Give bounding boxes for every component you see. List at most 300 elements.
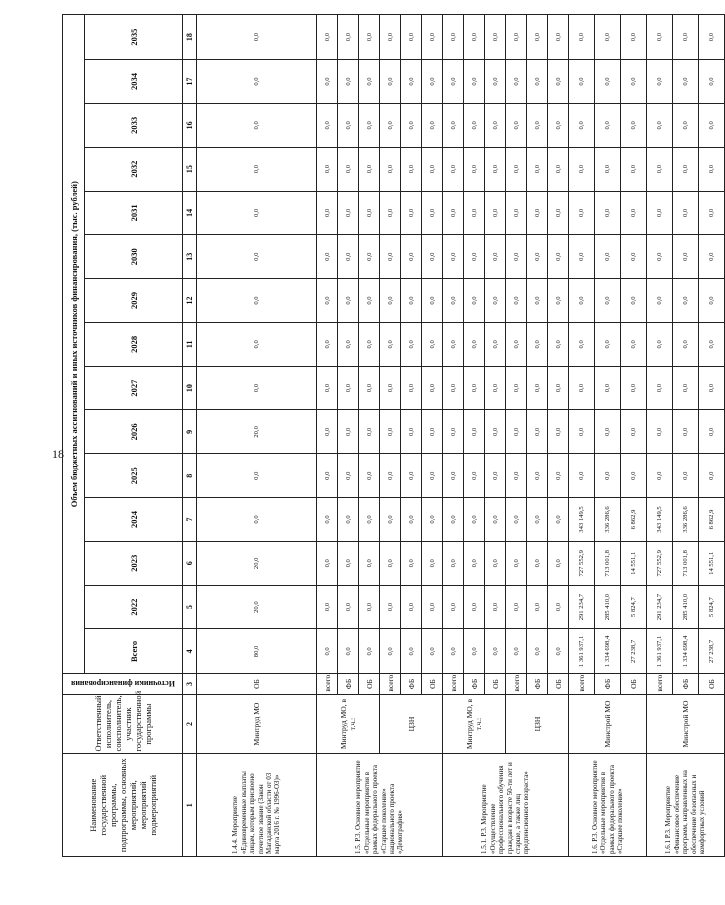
value-year: 0,0 [422,410,443,454]
value-year: 0,0 [595,279,621,323]
header-year: 2033 [85,103,183,147]
value-year: 0,0 [359,498,380,542]
header-year: 2027 [85,366,183,410]
value-year: 0,0 [506,235,527,279]
financing-source: ФБ [673,674,699,694]
value-total: 27 238,7 [621,629,647,674]
value-year: 0,0 [506,279,527,323]
value-year: 0,0 [673,235,699,279]
value-year: 0,0 [506,191,527,235]
financing-source: всего: [569,674,595,694]
value-year: 0,0 [506,585,527,629]
value-total: 0,0 [401,629,422,674]
header-source-cell [63,674,183,694]
value-year: 0,0 [197,191,317,235]
header-year: 2028 [85,322,183,366]
value-year: 0,0 [699,235,725,279]
value-year: 0,0 [401,366,422,410]
value-year: 336 286,6 [595,498,621,542]
value-year: 0,0 [443,15,464,60]
value-year: 0,0 [548,279,569,323]
value-year: 0,0 [422,541,443,585]
responsible-executor: ЦЗН [380,694,443,754]
table-row [380,15,401,857]
financing-source: ОБ [699,674,725,694]
value-year: 0,0 [443,454,464,498]
header-year: 2031 [85,191,183,235]
value-year: 0,0 [569,454,595,498]
value-year: 0,0 [443,235,464,279]
value-year: 0,0 [401,279,422,323]
value-year: 0,0 [485,498,506,542]
value-year: 0,0 [380,103,401,147]
value-year: 0,0 [485,191,506,235]
program-name: 1.6. Р.3. Основное мероприятие «Отдельные мероприятия в рамках федерального проекта «Старшее поколение» [569,754,647,857]
value-year: 0,0 [527,585,548,629]
value-year: 0,0 [548,322,569,366]
header-volume: Объем бюджетных ассигнований и иных источников финансирования, (тыс. рублей) [63,15,85,674]
column-number: 15 [183,147,197,191]
value-year: 0,0 [443,585,464,629]
column-number: 7 [183,498,197,542]
value-year: 0,0 [506,322,527,366]
value-year: 0,0 [317,541,338,585]
value-year: 0,0 [548,191,569,235]
value-year: 0,0 [647,366,673,410]
value-year: 0,0 [359,322,380,366]
header-year: 2032 [85,147,183,191]
value-year: 6 862,9 [621,498,647,542]
value-year: 0,0 [422,15,443,60]
value-year: 0,0 [485,366,506,410]
value-year: 0,0 [673,15,699,60]
value-year: 0,0 [359,235,380,279]
column-number: 2 [183,694,197,754]
value-year: 0,0 [197,147,317,191]
value-year: 0,0 [699,147,725,191]
value-year: 0,0 [506,15,527,60]
value-year: 0,0 [548,410,569,454]
value-year: 0,0 [595,191,621,235]
value-year: 20,0 [197,541,317,585]
value-year: 0,0 [197,279,317,323]
value-total: 80,0 [197,629,317,674]
header-year: 2022 [85,585,183,629]
value-year: 0,0 [359,454,380,498]
value-year: 0,0 [197,60,317,104]
header-name: Наименование государственной программы, подпрограммы, основных мероприятий, мероприятий подмероприятий [63,754,183,857]
value-year: 0,0 [401,15,422,60]
value-year: 0,0 [548,585,569,629]
value-year: 0,0 [647,147,673,191]
value-year: 0,0 [443,103,464,147]
value-year: 0,0 [569,279,595,323]
value-year: 5 824,7 [699,585,725,629]
value-year: 0,0 [401,454,422,498]
value-year: 0,0 [548,366,569,410]
financing-source: всего: [506,674,527,694]
financing-source: ОБ [621,674,647,694]
value-year: 0,0 [401,410,422,454]
value-year: 713 001,8 [595,541,621,585]
responsible-executor: Минстрой МО [569,694,647,754]
value-year: 0,0 [464,235,485,279]
column-number: 10 [183,366,197,410]
value-year: 0,0 [569,235,595,279]
value-year: 0,0 [338,15,359,60]
value-year: 727 552,9 [569,541,595,585]
value-year: 0,0 [527,410,548,454]
value-year: 0,0 [443,541,464,585]
header-year: 2030 [85,235,183,279]
value-year: 0,0 [673,366,699,410]
value-year: 0,0 [569,366,595,410]
value-year: 0,0 [647,322,673,366]
value-year: 0,0 [401,191,422,235]
header-source: Источники финансирования [70,679,175,689]
value-year: 0,0 [338,60,359,104]
value-year: 0,0 [595,235,621,279]
value-year: 0,0 [464,366,485,410]
value-year: 0,0 [595,15,621,60]
value-year: 0,0 [506,541,527,585]
value-year: 0,0 [401,235,422,279]
value-year: 0,0 [422,585,443,629]
value-year: 0,0 [317,191,338,235]
value-year: 0,0 [338,454,359,498]
value-year: 0,0 [338,191,359,235]
value-year: 0,0 [621,322,647,366]
value-year: 0,0 [422,191,443,235]
financing-source: всего: [317,674,338,694]
header-year: 2023 [85,541,183,585]
value-year: 0,0 [317,410,338,454]
value-year: 0,0 [548,498,569,542]
value-year: 0,0 [569,147,595,191]
value-year: 0,0 [699,279,725,323]
value-year: 0,0 [569,103,595,147]
value-year: 0,0 [317,279,338,323]
value-year: 0,0 [380,279,401,323]
value-year: 0,0 [673,147,699,191]
value-year: 0,0 [464,410,485,454]
financing-source: всего: [647,674,673,694]
value-year: 0,0 [548,103,569,147]
value-year: 0,0 [621,366,647,410]
value-year: 0,0 [380,585,401,629]
value-year: 0,0 [401,498,422,542]
value-year: 0,0 [699,454,725,498]
value-year: 0,0 [621,147,647,191]
value-year: 0,0 [485,410,506,454]
value-year: 0,0 [359,191,380,235]
table-row [647,15,673,857]
value-year: 0,0 [317,322,338,366]
value-year: 0,0 [422,322,443,366]
header-year: 2035 [85,15,183,60]
value-year: 0,0 [569,191,595,235]
value-year: 5 824,7 [621,585,647,629]
value-year: 0,0 [338,585,359,629]
value-year: 0,0 [317,498,338,542]
value-year: 0,0 [506,454,527,498]
value-year: 0,0 [443,279,464,323]
value-year: 0,0 [359,279,380,323]
value-total: 1 361 937,1 [647,629,673,674]
value-year: 0,0 [647,15,673,60]
value-year: 0,0 [338,541,359,585]
value-year: 0,0 [527,322,548,366]
value-year: 0,0 [485,279,506,323]
table-row [317,15,338,857]
value-year: 0,0 [595,147,621,191]
value-year: 713 001,8 [673,541,699,585]
value-year: 0,0 [548,15,569,60]
value-year: 0,0 [506,366,527,410]
value-year: 0,0 [197,454,317,498]
value-year: 0,0 [673,279,699,323]
value-total: 1 361 937,1 [569,629,595,674]
column-number: 12 [183,279,197,323]
column-number: 1 [183,754,197,857]
value-year: 0,0 [197,498,317,542]
value-year: 0,0 [317,585,338,629]
value-year: 0,0 [359,541,380,585]
value-year: 0,0 [647,103,673,147]
value-year: 0,0 [380,322,401,366]
value-year: 0,0 [197,366,317,410]
value-year: 0,0 [464,585,485,629]
value-year: 0,0 [548,60,569,104]
column-number: 9 [183,410,197,454]
value-year: 0,0 [673,60,699,104]
responsible-executor: Минтруд МО, в т.ч.: [317,694,380,754]
value-year: 0,0 [422,366,443,410]
value-year: 0,0 [699,60,725,104]
value-year: 0,0 [527,366,548,410]
value-year: 0,0 [317,454,338,498]
header-total: Всего [85,629,183,674]
financing-source: ОБ [485,674,506,694]
column-number-row [183,15,197,857]
value-year: 0,0 [443,60,464,104]
value-year: 0,0 [527,235,548,279]
value-year: 0,0 [359,410,380,454]
table-row [197,15,317,857]
value-year: 343 149,5 [647,498,673,542]
column-number: 16 [183,103,197,147]
value-year: 0,0 [317,147,338,191]
value-year: 0,0 [401,147,422,191]
value-year: 0,0 [401,60,422,104]
value-year: 0,0 [506,60,527,104]
value-year: 0,0 [485,147,506,191]
value-year: 0,0 [595,60,621,104]
value-year: 343 149,5 [569,498,595,542]
value-year: 0,0 [699,103,725,147]
value-year: 0,0 [485,235,506,279]
value-year: 0,0 [621,454,647,498]
value-year: 14 551,1 [621,541,647,585]
column-number: 4 [183,629,197,674]
value-year: 0,0 [338,279,359,323]
value-year: 0,0 [197,322,317,366]
financing-source: ОБ [548,674,569,694]
column-number: 14 [183,191,197,235]
value-year: 0,0 [647,60,673,104]
value-year: 0,0 [647,410,673,454]
value-year: 0,0 [380,191,401,235]
value-year: 0,0 [673,454,699,498]
value-year: 0,0 [338,103,359,147]
value-year: 0,0 [422,103,443,147]
value-year: 0,0 [443,498,464,542]
value-year: 0,0 [699,410,725,454]
value-year: 0,0 [317,366,338,410]
column-number: 18 [183,15,197,60]
value-year: 0,0 [317,60,338,104]
value-total: 0,0 [548,629,569,674]
value-year: 0,0 [464,541,485,585]
value-year: 0,0 [380,454,401,498]
value-year: 0,0 [506,103,527,147]
value-total: 0,0 [443,629,464,674]
responsible-executor: Минтруд МО, в т.ч.: [443,694,506,754]
value-year: 0,0 [699,366,725,410]
value-year: 0,0 [485,60,506,104]
value-year: 0,0 [338,498,359,542]
value-year: 0,0 [506,498,527,542]
value-year: 0,0 [317,15,338,60]
value-year: 0,0 [527,454,548,498]
value-year: 0,0 [506,147,527,191]
value-year: 0,0 [401,541,422,585]
column-number: 8 [183,454,197,498]
value-year: 0,0 [359,103,380,147]
column-number: 17 [183,60,197,104]
value-year: 0,0 [422,235,443,279]
value-year: 0,0 [527,60,548,104]
value-year: 0,0 [464,15,485,60]
responsible-executor: ЦЗН [506,694,569,754]
table-row [443,15,464,857]
financing-source: ОБ [422,674,443,694]
value-year: 0,0 [338,235,359,279]
program-name: 1.4.4. Мероприятие «Единовременные выплаты лицам, которым присвоено почетное звание (Закон Магаданской области от 03 марта 2016 г. № 1996-ОЗ)» [197,754,317,857]
value-year: 0,0 [380,366,401,410]
value-year: 0,0 [359,60,380,104]
value-total: 0,0 [506,629,527,674]
value-year: 0,0 [380,60,401,104]
value-year: 0,0 [485,103,506,147]
program-name: 1.6.1 Р.3. Мероприятие «Финансовое обеспечение программ, направленных на обеспечение безопасных и комфортных условий [647,754,725,857]
value-year: 0,0 [380,498,401,542]
financing-source: ФБ [595,674,621,694]
value-year: 291 234,7 [647,585,673,629]
value-year: 336 286,6 [673,498,699,542]
financing-table [62,14,725,857]
value-year: 0,0 [548,454,569,498]
financing-source: ОБ [197,674,317,694]
value-year: 0,0 [621,410,647,454]
header-year: 2025 [85,454,183,498]
value-year: 0,0 [595,103,621,147]
value-year: 0,0 [527,15,548,60]
value-year: 0,0 [569,60,595,104]
value-year: 0,0 [673,410,699,454]
value-year: 0,0 [197,235,317,279]
value-year: 0,0 [621,191,647,235]
financing-source: всего: [380,674,401,694]
value-total: 0,0 [338,629,359,674]
value-year: 0,0 [595,410,621,454]
program-name: 1.5.1. Р.3. Мероприятие «Осуществление профессионального обучения граждан в возрасте 50-ти лет и старше, а также лиц предпенсионного возраста» [443,754,569,857]
value-year: 0,0 [359,15,380,60]
header-responsible: Ответственный исполнитель, соисполнитель, участник государственной программы [63,694,183,754]
value-year: 0,0 [464,322,485,366]
value-year: 0,0 [485,454,506,498]
value-year: 0,0 [464,60,485,104]
value-total: 0,0 [317,629,338,674]
value-year: 0,0 [548,235,569,279]
value-year: 0,0 [647,279,673,323]
value-year: 727 552,9 [647,541,673,585]
value-year: 0,0 [380,147,401,191]
value-total: 0,0 [359,629,380,674]
value-year: 0,0 [464,103,485,147]
value-year: 0,0 [527,191,548,235]
value-year: 285 410,0 [595,585,621,629]
page-number: 18 [52,447,64,461]
value-year: 0,0 [197,15,317,60]
value-year: 0,0 [443,366,464,410]
responsible-executor: Минстрой МО [647,694,725,754]
value-year: 0,0 [527,541,548,585]
column-number: 3 [183,674,197,694]
value-year: 0,0 [464,147,485,191]
value-year: 0,0 [359,147,380,191]
value-year: 0,0 [548,147,569,191]
header-year: 2029 [85,279,183,323]
column-number: 5 [183,585,197,629]
value-year: 0,0 [443,191,464,235]
financing-source: ФБ [527,674,548,694]
value-year: 0,0 [464,454,485,498]
value-year: 0,0 [464,498,485,542]
value-year: 0,0 [595,366,621,410]
value-year: 0,0 [338,366,359,410]
value-year: 0,0 [595,322,621,366]
value-year: 0,0 [317,103,338,147]
value-total: 0,0 [485,629,506,674]
value-year: 0,0 [527,279,548,323]
value-year: 0,0 [527,103,548,147]
table-row [506,15,527,857]
value-year: 0,0 [527,498,548,542]
value-year: 0,0 [621,279,647,323]
value-year: 0,0 [359,366,380,410]
value-year: 0,0 [443,410,464,454]
value-year: 0,0 [621,60,647,104]
table-row [569,15,595,857]
value-year: 0,0 [673,191,699,235]
value-year: 0,0 [338,322,359,366]
value-year: 0,0 [422,60,443,104]
value-year: 0,0 [699,15,725,60]
financing-source: ФБ [401,674,422,694]
value-year: 285 410,0 [673,585,699,629]
value-total: 0,0 [527,629,548,674]
